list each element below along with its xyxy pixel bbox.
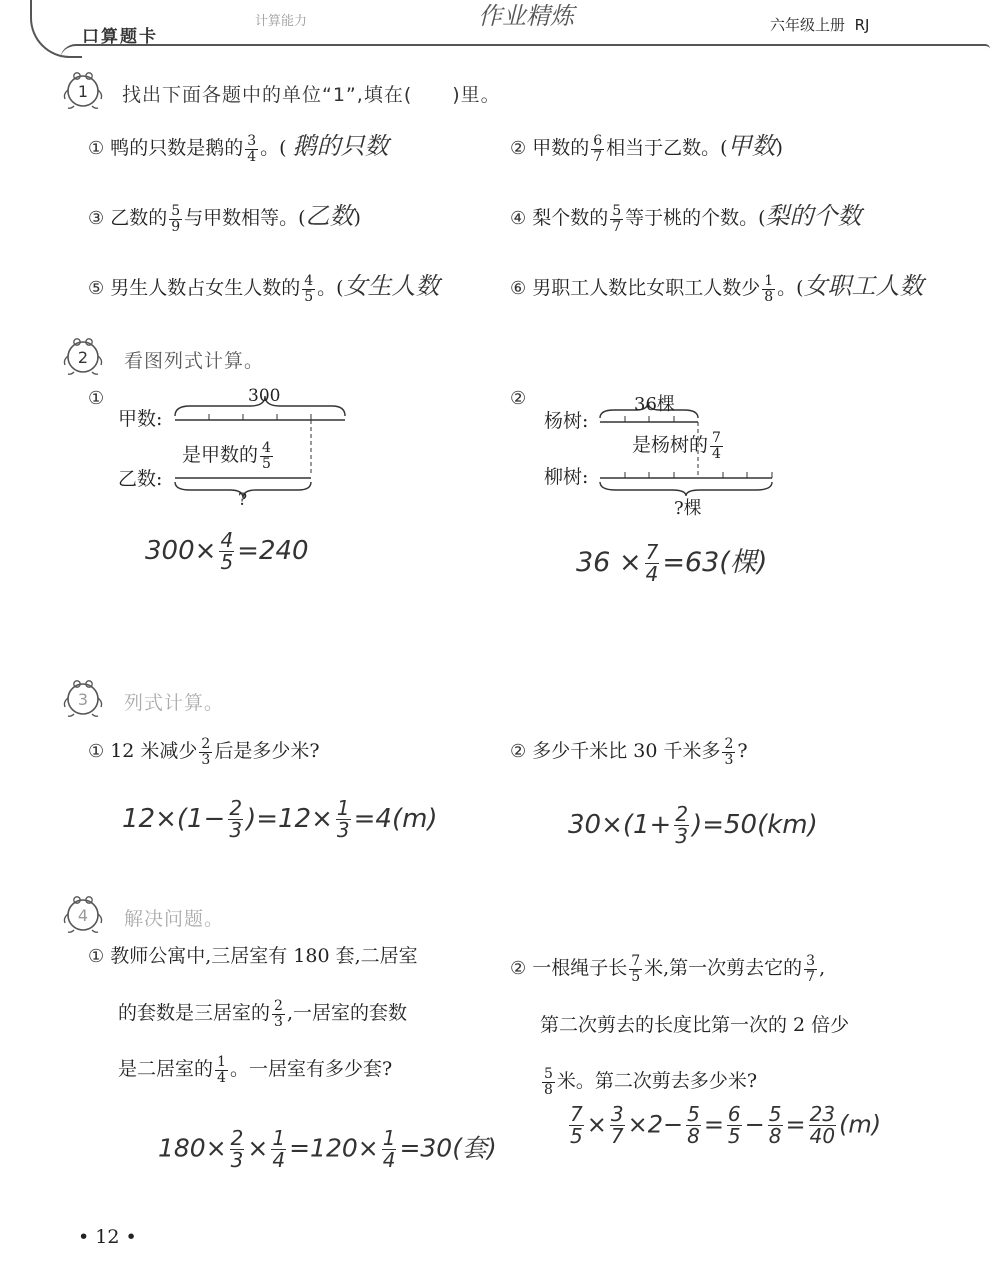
s4-a2-fraction: $\frac{5}{8}$ [687,1102,700,1148]
section-1-title: 找出下面各题中的单位“1”,填在( )里。 [122,84,501,106]
s4-a2-symbol: (m) [839,1110,882,1139]
s2-d1-top: 300 [248,386,281,406]
header-title: 作业精炼 [478,2,574,30]
s4-problem-2: ② 一根绳子长 $\frac{7}{5}$ 米,第一次剪去它的 $\frac{3}{7}$ , 第二次剪去的长度比第一次的 2 倍少 $\frac{5}{8}$ 米。第二次剪去多少米? [510,952,850,1098]
section-3-icon [62,676,104,718]
s4-a2-symbol: ×2− [627,1110,684,1139]
s2-d1-bottom: ? [238,490,248,510]
section-3-title: 列式计算。 [124,692,225,714]
s1-item-3: ③ 乙数的 $\frac{5}{9}$ 与甲数相等。(乙数) [88,202,361,235]
svg-text:2: 2 [77,348,89,367]
logo: 口算题卡 [82,27,158,47]
s2-d1-no: ① [88,388,105,409]
s2-d1-answer: 300× $\frac{4}{5}$ =240 [145,528,309,574]
s1-item-1: ① 鸭的只数是鹅的 $\frac{3}{4}$ 。( 鹅的只数 [88,132,389,165]
s4-a1: 180× $\frac{2}{3}$ × $\frac{1}{4}$ =120× $\frac{1}{4}$ =30(套) [158,1126,497,1172]
section-2-title: 看图列式计算。 [124,350,265,372]
s4-a2-symbol: × [586,1110,607,1139]
s1-item-2: ② 甲数的 $\frac{6}{7}$ 相当于乙数。(甲数) [510,132,783,165]
s4-a2-symbol: − [744,1110,765,1139]
s3-q1: ① 12 米减少 $\frac{2}{3}$ 后是多少米? [88,735,320,768]
s2-d2-row2: 柳树: [544,466,589,488]
s2-d1-row2: 乙数: [118,468,163,490]
s4-a2-fraction: $\frac{23}{40}$ [809,1102,836,1148]
s2-d2-row1: 杨树: [544,410,589,432]
edition: RJ [854,16,870,34]
header-faint-text: 计算能力 [255,14,308,29]
s2-d1-mid: 是甲数的 $\frac{4}{5}$ [182,439,271,472]
s2-d2-top: 36棵 [634,394,675,415]
s2-d2-bottom: ?棵 [674,498,702,519]
section-1-icon [62,68,104,110]
s4-a2 [566,1104,881,1147]
s3-a2: 30×(1+ $\frac{2}{3}$ )=50(km) [568,802,818,848]
section-2-icon [62,334,104,376]
section-4-title: 解决问题。 [124,908,225,930]
s1-answer-1: 鹅的只数 [292,132,389,160]
grade-label [770,14,869,35]
s1-answer-6: 女职工人数 [803,272,924,300]
s1-answer-3: 乙数 [305,202,354,230]
svg-text:1: 1 [77,82,89,101]
s2-d2-no: ② [510,388,527,409]
s3-a1: 12×(1− $\frac{2}{3}$ )=12× $\frac{1}{3}$ =4(m) [122,796,438,842]
s1-answer-5: 女生人数 [343,272,440,300]
page-number: • 12 • [78,1226,137,1248]
s2-d2-answer: 36 × $\frac{7}{4}$ =63(棵) [576,540,768,586]
svg-text:4: 4 [77,906,89,925]
s1-item-4: ④ 梨个数的 $\frac{5}{7}$ 等于桃的个数。(梨的个数 [510,202,862,235]
s4-a2-fraction: $\frac{5}{8}$ [768,1102,782,1148]
s4-a2-symbol: = [703,1110,724,1139]
grade: 六年级上册 [770,16,846,34]
s3-q2: ② 多少千米比 30 千米多 $\frac{2}{3}$ ? [510,735,748,768]
svg-text:3: 3 [77,690,89,709]
s4-a2-fraction: $\frac{3}{7}$ [610,1102,624,1148]
s2-d2-mid: 是杨树的 $\frac{7}{4}$ [632,429,721,462]
s4-a2-fraction: $\frac{6}{5}$ [727,1102,741,1148]
s1-item-6: ⑥ 男职工人数比女职工人数少 $\frac{1}{8}$ 。(女职工人数 [510,272,924,305]
s1-answer-4: 梨的个数 [765,202,862,230]
s1-item-5: ⑤ 男生人数占女生人数的 $\frac{4}{5}$ 。(女生人数 [88,272,440,305]
s4-a2-fraction: $\frac{7}{5}$ [570,1102,583,1148]
s2-d1-row1: 甲数: [118,408,163,430]
header-rule [60,44,990,60]
s4-a2-symbol: = [785,1110,806,1139]
s1-answer-2: 甲数 [727,132,776,160]
s4-problem-1: ① 教师公寓中,三居室有 180 套,二居室 的套数是三居室的 $\frac{2}{3}$ ,一居室的套数 是二居室的 $\frac{1}{4}$ 。一居室有多少套? [88,945,418,1086]
